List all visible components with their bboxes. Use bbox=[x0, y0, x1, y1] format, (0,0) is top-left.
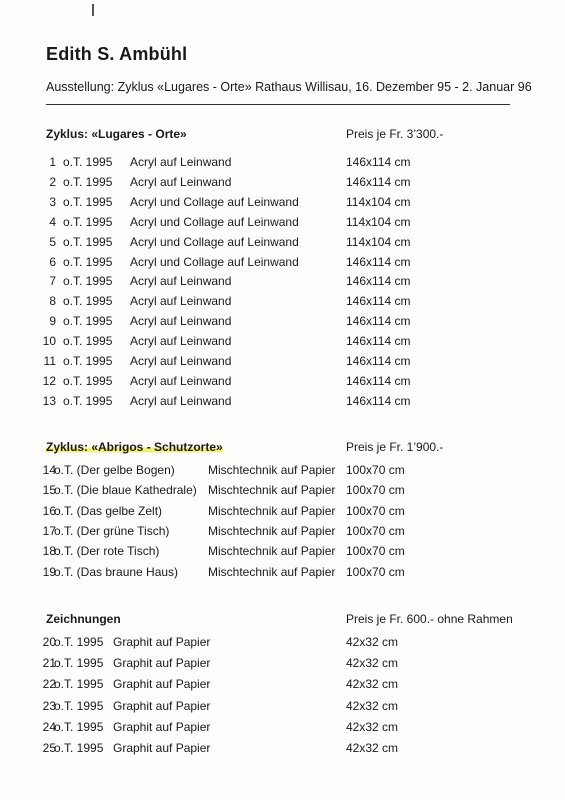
item-title: o.T. 1995 bbox=[63, 234, 113, 249]
item-title: o.T. (Der grüne Tisch) bbox=[54, 523, 170, 538]
item-size: 42x32 cm bbox=[346, 635, 399, 649]
item-number: 17 bbox=[42, 523, 56, 538]
item-number: 16 bbox=[42, 503, 56, 518]
item-number: 4 bbox=[49, 214, 56, 229]
item-technique: Acryl auf Leinwand bbox=[130, 294, 232, 309]
item-title: o.T. 1995 bbox=[54, 741, 104, 755]
item-number: 22 bbox=[42, 677, 56, 692]
item-size: 146x114 cm bbox=[346, 274, 411, 289]
artist-name: Edith S. Ambühl bbox=[46, 44, 188, 64]
item-number: 20 bbox=[42, 635, 56, 649]
item-number: 11 bbox=[43, 354, 56, 368]
item-title: o.T. 1995 bbox=[54, 719, 104, 734]
item-size: 146x114 cm bbox=[346, 174, 411, 189]
item-size: 146x114 cm bbox=[346, 314, 411, 329]
section-price: Preis je Fr. 3’300.- bbox=[346, 127, 444, 141]
section-price: Preis je Fr. 1’900.- bbox=[346, 440, 444, 454]
item-size: 42x32 cm bbox=[346, 677, 399, 692]
section-header bbox=[46, 440, 526, 462]
item-title: o.T. 1995 bbox=[63, 334, 113, 349]
item-number: 9 bbox=[49, 314, 56, 329]
exhibition-info: Ausstellung: Zyklus «Lugares - Orte» Rathaus Willisau, 16. Dezember 95 - 2. Januar 96 bbox=[46, 80, 532, 94]
item-number: 15 bbox=[42, 483, 56, 498]
item-size: 146x114 cm bbox=[346, 155, 411, 169]
item-size: 100x70 cm bbox=[346, 463, 405, 477]
item-number: 23 bbox=[42, 698, 56, 713]
item-number: 24 bbox=[42, 719, 56, 734]
item-number: 18 bbox=[42, 544, 56, 559]
item-number: 3 bbox=[49, 194, 56, 209]
item-number: 13 bbox=[42, 393, 56, 408]
item-size: 100x70 cm bbox=[346, 564, 405, 579]
item-technique: Mischtechnik auf Papier bbox=[208, 503, 336, 518]
item-size: 114x104 cm bbox=[346, 214, 411, 229]
section-2 bbox=[42, 440, 526, 579]
item-size: 42x32 cm bbox=[346, 741, 399, 755]
item-size: 146x114 cm bbox=[346, 294, 411, 309]
item-technique: Acryl auf Leinwand bbox=[130, 314, 232, 329]
item-technique: Acryl auf Leinwand bbox=[130, 174, 232, 189]
item-title: o.T. 1995 bbox=[54, 698, 104, 713]
item-size: 42x32 cm bbox=[346, 656, 399, 671]
item-title: o.T. (Der rote Tisch) bbox=[54, 544, 160, 559]
item-size: 100x70 cm bbox=[346, 483, 405, 498]
section-title: Zyklus: «Lugares - Orte» bbox=[46, 127, 187, 141]
item-number: 19 bbox=[42, 564, 56, 579]
item-technique: Acryl und Collage auf Leinwand bbox=[130, 234, 299, 249]
item-title: o.T. 1995 bbox=[63, 373, 113, 388]
item-number: 8 bbox=[49, 294, 56, 309]
item-number: 1 bbox=[49, 155, 56, 169]
item-technique: Graphit auf Papier bbox=[113, 677, 211, 692]
item-title: o.T. 1995 bbox=[63, 274, 113, 289]
item-technique: Acryl auf Leinwand bbox=[130, 373, 232, 388]
item-technique: Mischtechnik auf Papier bbox=[208, 483, 336, 498]
item-title: o.T. (Die blaue Kathedrale) bbox=[54, 483, 197, 498]
item-number: 25 bbox=[42, 741, 56, 755]
item-size: 146x114 cm bbox=[346, 334, 411, 349]
section-3 bbox=[42, 612, 526, 755]
item-number: 6 bbox=[49, 254, 56, 269]
section-header bbox=[46, 127, 526, 149]
item-size: 146x114 cm bbox=[346, 373, 411, 388]
section-title: Zyklus: «Abrigos - Schutzorte» bbox=[46, 440, 223, 454]
item-size: 146x114 cm bbox=[346, 254, 411, 269]
item-title: o.T. 1995 bbox=[54, 677, 104, 692]
section-price: Preis je Fr. 600.- ohne Rahmen bbox=[346, 612, 513, 626]
item-technique: Graphit auf Papier bbox=[113, 741, 211, 755]
item-technique: Graphit auf Papier bbox=[113, 719, 211, 734]
item-title: o.T. 1995 bbox=[63, 294, 113, 309]
item-title: o.T. 1995 bbox=[54, 635, 104, 649]
item-technique: Mischtechnik auf Papier bbox=[208, 463, 336, 477]
section-title: Zeichnungen bbox=[46, 612, 121, 626]
item-size: 100x70 cm bbox=[346, 503, 405, 518]
item-number: 2 bbox=[49, 174, 56, 189]
item-technique: Graphit auf Papier bbox=[113, 635, 211, 649]
item-technique: Mischtechnik auf Papier bbox=[208, 544, 336, 559]
item-technique: Mischtechnik auf Papier bbox=[208, 523, 336, 538]
item-technique: Acryl auf Leinwand bbox=[130, 155, 232, 169]
item-technique: Acryl auf Leinwand bbox=[130, 334, 232, 349]
item-title: o.T. 1995 bbox=[63, 194, 113, 209]
item-technique: Graphit auf Papier bbox=[113, 698, 211, 713]
item-size: 114x104 cm bbox=[346, 234, 411, 249]
item-technique: Acryl und Collage auf Leinwand bbox=[130, 254, 299, 269]
item-technique: Acryl auf Leinwand bbox=[130, 393, 232, 408]
item-technique: Acryl auf Leinwand bbox=[130, 274, 232, 289]
item-size: 114x104 cm bbox=[346, 194, 411, 209]
item-title: o.T. 1995 bbox=[63, 214, 113, 229]
item-number: 21 bbox=[42, 656, 56, 671]
section-header bbox=[46, 612, 526, 634]
item-title: o.T. 1995 bbox=[54, 656, 104, 671]
item-title: o.T. (Der gelbe Bogen) bbox=[54, 463, 175, 477]
item-size: 146x114 cm bbox=[346, 354, 411, 368]
item-title: o.T. 1995 bbox=[63, 354, 113, 368]
item-technique: Acryl auf Leinwand bbox=[130, 354, 232, 368]
item-title: o.T. 1995 bbox=[63, 393, 113, 408]
scan-speck bbox=[92, 4, 94, 16]
item-technique: Mischtechnik auf Papier bbox=[208, 564, 336, 579]
item-title: o.T. 1995 bbox=[63, 254, 113, 269]
item-size: 42x32 cm bbox=[346, 719, 399, 734]
item-size: 100x70 cm bbox=[346, 523, 405, 538]
item-number: 14 bbox=[42, 463, 56, 477]
item-title: o.T. 1995 bbox=[63, 174, 113, 189]
item-title: o.T. (Das gelbe Zelt) bbox=[54, 503, 163, 518]
item-title: o.T. (Das braune Haus) bbox=[54, 564, 179, 579]
item-number: 5 bbox=[49, 234, 56, 249]
item-technique: Graphit auf Papier bbox=[113, 656, 211, 671]
header-divider bbox=[46, 104, 510, 105]
item-size: 42x32 cm bbox=[346, 698, 399, 713]
item-number: 12 bbox=[42, 373, 56, 388]
section-1 bbox=[42, 127, 526, 408]
item-technique: Acryl und Collage auf Leinwand bbox=[130, 214, 299, 229]
item-size: 100x70 cm bbox=[346, 544, 405, 559]
item-technique: Acryl und Collage auf Leinwand bbox=[130, 194, 299, 209]
item-number: 7 bbox=[49, 274, 56, 289]
item-size: 146x114 cm bbox=[346, 393, 411, 408]
item-title: o.T. 1995 bbox=[63, 155, 113, 169]
item-title: o.T. 1995 bbox=[63, 314, 113, 329]
item-number: 10 bbox=[42, 334, 56, 349]
